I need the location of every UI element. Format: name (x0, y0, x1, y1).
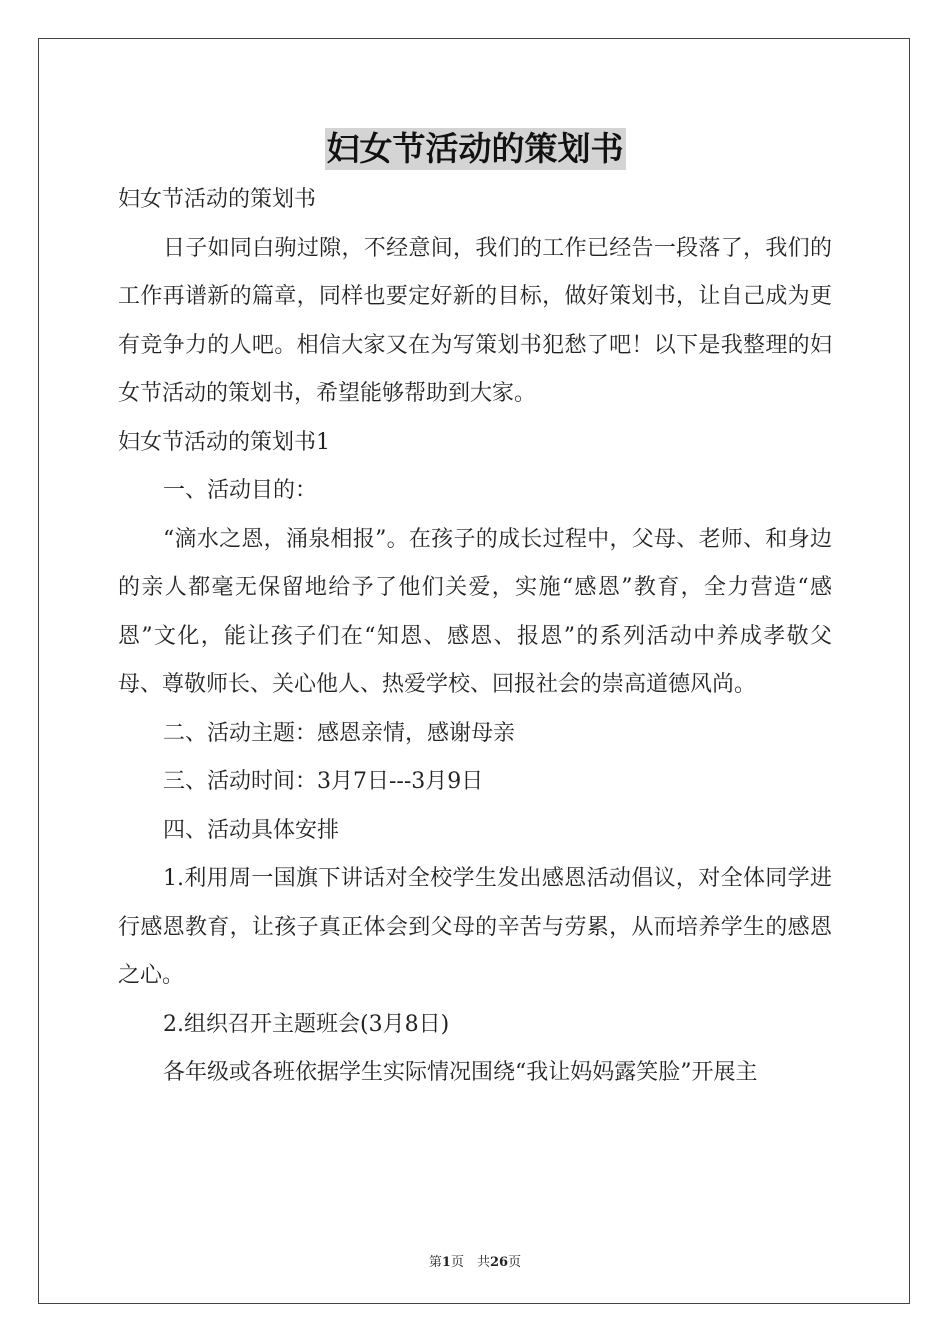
subtitle-paragraph: 妇女节活动的策划书 (118, 187, 317, 212)
document-title: 妇女节活动的策划书 (326, 129, 624, 168)
page-suffix: 页 (508, 1255, 522, 1270)
page-prefix: 第 (428, 1255, 442, 1270)
page-current: 1 (441, 1255, 451, 1270)
theme-line: 二、活动主题：感恩亲情，感谢母亲 (163, 720, 516, 746)
section-heading: 妇女节活动的策划书1 (118, 429, 330, 455)
purpose-heading: 一、活动目的： (163, 478, 318, 503)
arrangement-item-1: 1.利用周一国旗下讲话对全校学生发出感恩活动倡议，对全体同学进行感恩教育，让孩子真正体会到父母的辛苦与劳累，从而培养学生的感恩之心。 (118, 866, 832, 988)
arrangement-detail: 各年级或各班依据学生实际情况围绕“我让妈妈露笑脸”开展主 (163, 1060, 758, 1085)
page-mid: 页 共 (450, 1255, 490, 1270)
intro-paragraph: 日子如同白驹过隙，不经意间，我们的工作已经告一段落了，我们的工作再谱新的篇章，同样也要定好新的目标，做好策划书，让自己成为更有竞争力的人吧。相信大家又在为写策划书犯愁了吧！以下是我整理的妇女节活动的策划书，希望能够帮助到大家。 (118, 235, 832, 406)
arrangement-heading: 四、活动具体安排 (163, 817, 340, 843)
arrangement-item-2: 2.组织召开主题班会(3月8日) (163, 1011, 450, 1037)
purpose-paragraph: “滴水之恩，涌泉相报”。在孩子的成长过程中，父母、老师、和身边的亲人都毫无保留地给予了他们关爱，实施“感恩”教育，全力营造“感恩”文化，能让孩子们在“知恩、感恩、报恩”的系列活动中养成孝敬父母、尊敬师长、关心他人、热爱学校、回报社会的崇高道德风尚。 (118, 526, 832, 697)
page-footer (0, 1251, 950, 1270)
time-line: 三、活动时间：3月7日---3月9日 (163, 769, 484, 794)
document-body (118, 176, 832, 1098)
title-container (0, 128, 950, 170)
page-total: 26 (489, 1255, 509, 1270)
